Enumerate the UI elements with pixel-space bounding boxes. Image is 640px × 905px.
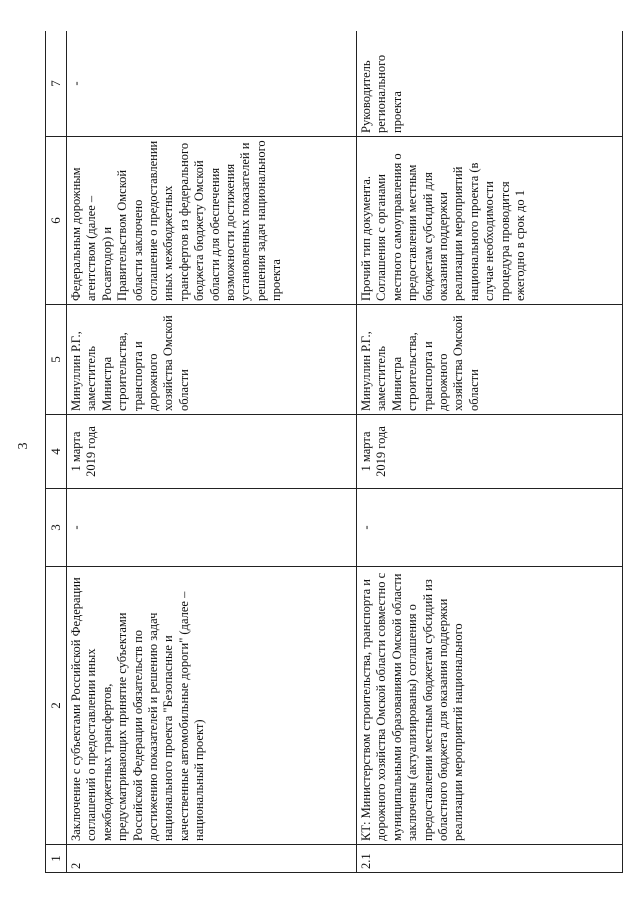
table-header-row: [46, 31, 67, 873]
event-description: КТ: Министерством строительства, транспорта и дорожного хозяйства Омской области совместно с муниципальными образованиями Омской области заключены (актуализированы) соглашения о предоставлении местным бюджетам субсидий из областного бюджета для оказания поддержки реализации мероприятий национального: [357, 567, 623, 845]
header-col-4: 4: [46, 415, 67, 489]
event-description: Заключение с субъектами Российской Федерации соглашений о предоставлении иных межбюджетных трансфертов, предусматривающих принятие субъектами Российской Федерации обязательств по достижению показателей и решению задач национального проекта "Безопасные и качественные автомобильные дороги" (далее – национальный проект): [67, 567, 357, 845]
start-date: -: [67, 489, 357, 567]
page-number: 3: [16, 442, 31, 450]
project-plan-table: [45, 31, 623, 873]
control-level: -: [67, 31, 357, 137]
end-date: 1 марта 2019 года: [67, 415, 357, 489]
responsible-person: Минуллин Р.Г., заместитель Министра строительства, транспорта и дорожного хозяйства Омской области: [357, 305, 623, 415]
table-row: [357, 31, 623, 873]
end-date: 1 марта 2019 года: [357, 415, 623, 489]
table-row: [67, 31, 357, 873]
result-description: Прочий тип документа. Соглашения с органами местного самоуправления о предоставлении местным бюджетам субсидий для оказания поддержки реализации мероприятий национального проекта (в случае необходимости процедура проводится ежегодно в срок до 1: [357, 137, 623, 305]
header-col-6: 6: [46, 137, 67, 305]
result-description: Федеральным дорожным агентством (далее – Росавтодор) и Правительством Омской области заключено соглашение о предоставлении иных межбюджетных трансфертов из федерального бюджета бюджету Омской области для обеспечения возможности достижения установленных показателей и решения задач национального проекта: [67, 137, 357, 305]
document-table-wrapper: [45, 31, 623, 873]
header-col-2: 2: [46, 567, 67, 845]
rotated-page: [45, 31, 623, 873]
control-level: Руководитель регионального проекта: [357, 31, 623, 137]
responsible-person: Минуллин Р.Г., заместитель Министра строительства, транспорта и дорожного хозяйства Омской области: [67, 305, 357, 415]
header-col-1: 1: [46, 845, 67, 873]
start-date: -: [357, 489, 623, 567]
row-number: 2: [67, 845, 357, 873]
row-number: 2.1: [357, 845, 623, 873]
header-col-5: 5: [46, 305, 67, 415]
header-col-3: 3: [46, 489, 67, 567]
header-col-7: 7: [46, 31, 67, 137]
